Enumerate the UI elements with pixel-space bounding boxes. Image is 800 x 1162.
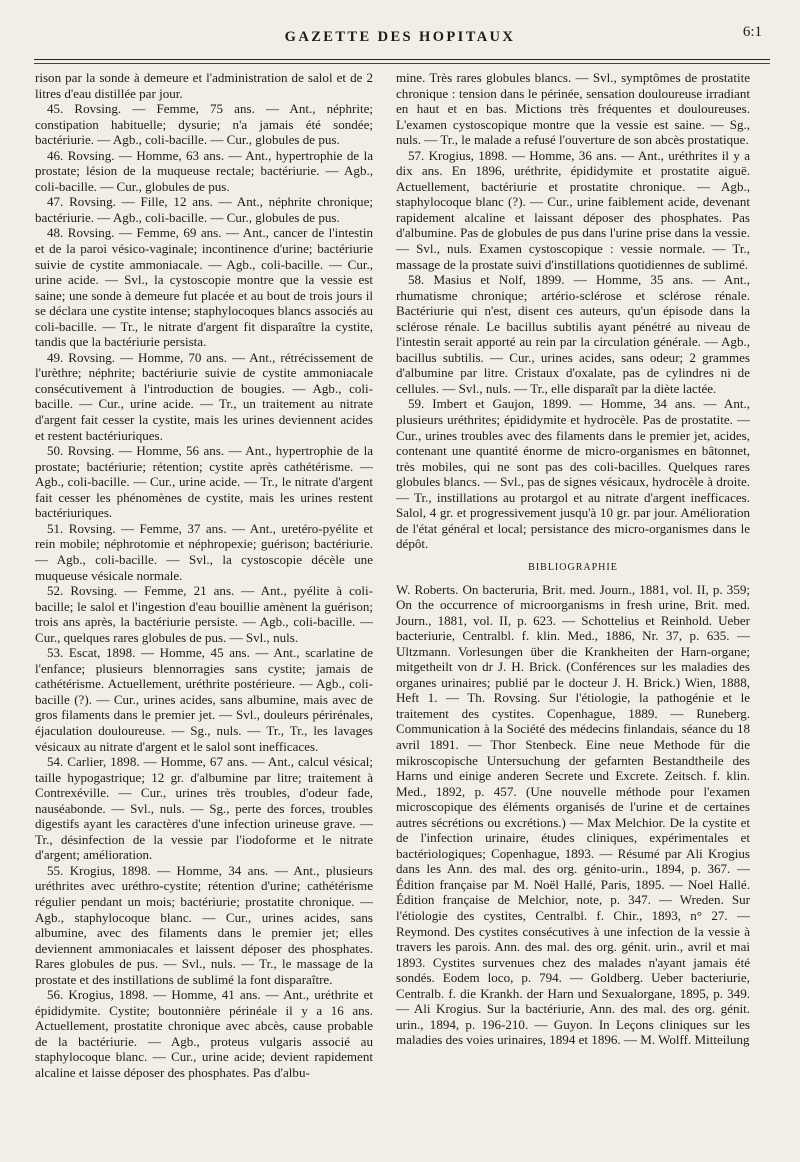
case-entry-57: 57. Krogius, 1898. — Homme, 36 ans. — Ant., uréthrites il y a dix ans. En 1896, uréthrite, épididymite et prostatite aiguë. Actuellement, bactériurie et prostatite chronique. — Agb., staphylocoque blanc (?). — Cur., urine faiblement acide, devenant rapidement alcaline et laissant déposer des phosphates. Pas d'albumine. Pas de globules de pus dans l'urine prise dans la vessie. — Svl., nuls. Examen cystoscopique : vessie normale. — Tr., massage de la prostate suivi d'instillations quotidiennes de sublimé. [396,147,750,272]
case-entry-53: 53. Escat, 1898. — Homme, 45 ans. — Ant., scarlatine de l'enfance; plusieurs blennorragies sans cystite; jamais de cathétérisme. Actuellement, uréthrite postérieure. — Agb., coli-bacille (?). — Cur., urines acides, sans albumine, mais avec de gros filaments dans le premier jet. — Svl., douleurs périrénales, éjaculation douloureuse. — Sg., nuls. — Tr., Tr., les lavages vésicaux au nitrate d'argent et le salol sont inefficaces. [35,645,373,754]
right-column [396,70,750,1150]
case-entry-56: 56. Krogius, 1898. — Homme, 41 ans. — Ant., uréthrite et épididymite. Cystite; boutonnière périnéale il y a 16 ans. Actuellement, prostatite chronique avec abcès, cause probable de la bactériurie. — Agb., proteus vulgaris associé au staphylocoque blanc. — Cur., urine acide; devient rapidement alcaline et laisse déposer des phosphates. Pas d'albu- [35,987,373,1080]
case-entry-51: 51. Rovsing. — Femme, 37 ans. — Ant., uretéro-pyélite et rein mobile; néphrotomie et néphropexie; guérison; bactériurie. — Agb., coli-bacille. — Svl., la cystoscopie décèle une muqueuse vésicale normale. [35,520,373,583]
case-entry-48: 48. Rovsing. — Femme, 69 ans. — Ant., cancer de l'intestin et de la paroi vésico-vaginale; incontinence d'urine; bactériurie suivie de cystite ammoniacale. — Agb., coli-bacille. — Cur., urine acide. — Svl., la cystoscopie montre que la vessie est saine; une sonde à demeure fut placée et au bout de trois jours il se déclara une cystite intense; staphylocoques blancs associés au coli-bacille. — Tr., le nitrate d'argent fit disparaître la cystite, tandis que la bactériurie persista. [35,225,373,350]
journal-title: GAZETTE DES HOPITAUX [284,29,516,45]
bibliography-heading: BIBLIOGRAPHIE [528,561,618,573]
continuation-paragraph: mine. Très rares globules blancs. — Svl., symptômes de prostatite chronique : tension dans le périnée, sensation douloureuse irradiant en haut et en bas. Mictions très fréquentes et douloureuses. L'examen cystoscopique montre que la vessie est saine. — Sg., nuls. — Tr., le malade a refusé l'ouverture de son abcès prostatique. [396,70,750,148]
case-entry-59: 59. Imbert et Gaujon, 1899. — Homme, 34 ans. — Ant., plusieurs uréthrites; épididymite et hydrocèle. Pas de prostatite. — Cur., urines troubles avec des filaments dans le premier jet, acides, contenant une quantité énorme de micro-organismes en bâtonnet, très mobiles, qui ne sont pas des coli-bacilles. Quelques rares globules blancs. — Svl., pas de signes vésicaux, hydrocèle à droite. — Tr., instillations au protargol et au nitrate d'argent inefficaces. Salol, 4 gr. et progressivement jusqu'à 10 gr. par jour. Amélioration de l'état général et local; persistance des micro-organismes dans le dépôt. [396,396,750,552]
case-entry-54: 54. Carlier, 1898. — Homme, 67 ans. — Ant., calcul vésical; taille hypogastrique; 12 gr. d'albumine par litre; traitement à Contrexéville. — Cur., urines très troubles, d'odeur fade, nauséabonde. — Svl., nuls. — Sg., perte des forces, troubles digestifs ayant les caractères d'une infection urineuse grave. — Tr., désinfection de la vessie par l'iodoforme et le nitrate d'argent; amélioration. [35,754,373,863]
case-entry-49: 49. Rovsing. — Homme, 70 ans. — Ant., rétrécissement de l'urèthre; néphrite; bactériurie suivie de cystite ammoniacale consécutivement à l'introduction de bougies. — Agb., coli-bacille. — Cur., urine acide. — Tr., un traitement au nitrate d'argent fait cesser la cystite, mais les urines deviennent acides et restent bactériuriques. [35,349,373,443]
case-entry-46: 46. Rovsing. — Homme, 63 ans. — Ant., hypertrophie de la prostate; lésion de la muqueuse rectale; bactériurie. — Agb., coli-bacille. — Cur., globules de pus. [35,147,373,194]
case-entry-50: 50. Rovsing. — Homme, 56 ans. — Ant., hypertrophie de la prostate; bactériurie; rétention; cystite après cathétérisme. — Agb., coli-bacille. — Cur., urine acide. — Tr., le nitrate d'argent fait cesser les phénomènes de cystite, mais les urines restent bactériuriques. [35,443,373,521]
case-entry-45: 45. Rovsing. — Femme, 75 ans. — Ant., néphrite; constipation habituelle; dysurie; n'a jamais été sondée; bactériurie. — Agb., coli-bacille. — Cur., globules de pus. [35,101,373,148]
case-entry-58: 58. Masius et Nolf, 1899. — Homme, 35 ans. — Ant., rhumatisme chronique; artério-sclérose et sclérose rénale. Bactériurie qui n'est, disent ces auteurs, qu'un épisode dans la sclérose rénale. Le bacillus subtilis ayant pénétré au niveau de l'intestin serait apporté au rein par la circulation générale. — Agb., bacillus subtilis. — Cur., urines acides, sans odeur; 2 grammes d'albumine par litre. Cristaux d'oxalate, pas de cylindres ni de cellules. — Svl., nuls. — Tr., elle disparaît par la diète lactée. [396,272,750,396]
case-entry-47: 47. Rovsing. — Fille, 12 ans. — Ant., néphrite chronique; bactériurie. — Agb., coli-bacille. — Cur., globules de pus. [35,194,373,225]
case-entry-55: 55. Krogius, 1898. — Homme, 34 ans. — Ant., plusieurs uréthrites avec uréthro-cystite; rétention d'urine; cathétérisme régulier pendant un mois; bactériurie; prostatite chronique. — Agb., staphylocoque blanc. — Cur., urines acides, sans albumine, avec des filaments dans le premier jet; elles deviennent ammoniacales et laissent déposer des phosphates. Rares globules de pus. — Svl., nuls. — Tr., le massage de la prostate et des instillations de sublimé la font disparaître. [35,862,373,987]
case-entry-52: 52. Rovsing. — Femme, 21 ans. — Ant., pyélite à coli-bacille; le salol et l'ingestion d'eau bouillie amènent la guérison; trois ans après, la bactériurie persiste. — Agb., coli-bacille. — Cur., quelques rares globules de pus. — Svl., nuls. [35,583,373,645]
page-header [0,24,800,50]
page-number: 6:1 [742,24,762,40]
header-rule-thick [34,59,770,60]
left-column [35,70,373,1150]
bibliography-text: W. Roberts. On bacteruria, Brit. med. Journ., 1881, vol. II, p. 359; On the occurrence of microorganisms in fresh urine, Brit. med. Journ., 1881, vol. II, p. 623. — Schottelius et Reinhold. Ueber bacteriurie, Centralbl. f. klin. Med., 1886, Nr. 37, p. 635. — Ultzmann. Vorlesungen über die Krankheiten der Harn-organe; mitgetheilt von dr J. H. Brick. (Conférences sur les maladies des organes urinaires; publié par le docteur J. H. Brick.) Wien, 1888, Heft 1. — Th. Rovsing. Sur l'étiologie, la pathogénie et le traitement des cystites. Copenhague, 1889. — Runeberg. Communication à la Société des médecins finlandais, séance du 18 avril 1891. — Thor Stenbeck. Eine neue Methode für die mikroscopische Untersuchung der gefarnten Bestandtheile des Harns und einige anderen Secrete und Excrete. Zeitsch. f. klin. Med., 1892, p. 457. (Une nouvelle méthode pour l'examen microscopique des éléments organisés de l'urine et de certaines autres sécrétions ou excrétions.) — Max Melchior. De la cystite et de l'infection urinaire, études cliniques, expérimentales et bactériologiques; Copenhague, 1893. — Résumé par Ali Krogius dans les Ann. des mal. des org. génito-urin., 1894, p. 367. — Édition française par M. Noël Hallé, Paris, 1895. — Noel Hallé. Édition française de Melchior, note, p. 347. — Wreden. Sur l'étiologie des cystites, Centralbl. f. Chir., 1893, n° 27. — Reymond. Des cystites consécutives à une infection de la vessie à travers les parois. Ann. des mal. des org. génit. urin., avril et mai 1893. Cystites survenues chez des malades n'ayant jamais été sondés. Eodem loco, p. 794. — Goldberg. Ueber bacteriurie, Centralb. f. die Krankh. der Harn und Sexualorgane, 1895, p. 349. — Ali Krogius. Sur la bactériurie, Ann. des mal. des org. génit. urin., 1894, p. 196-210. — Guyon. In Leçons cliniques sur les maladies des voies urinaires, 1894 et 1896. — M. Wolff. Mitteilung [396,581,750,1048]
continuation-paragraph: rison par la sonde à demeure et l'administration de salol et de 2 litres d'eau distillée par jour. [35,70,373,101]
header-rule-thin [34,63,770,64]
